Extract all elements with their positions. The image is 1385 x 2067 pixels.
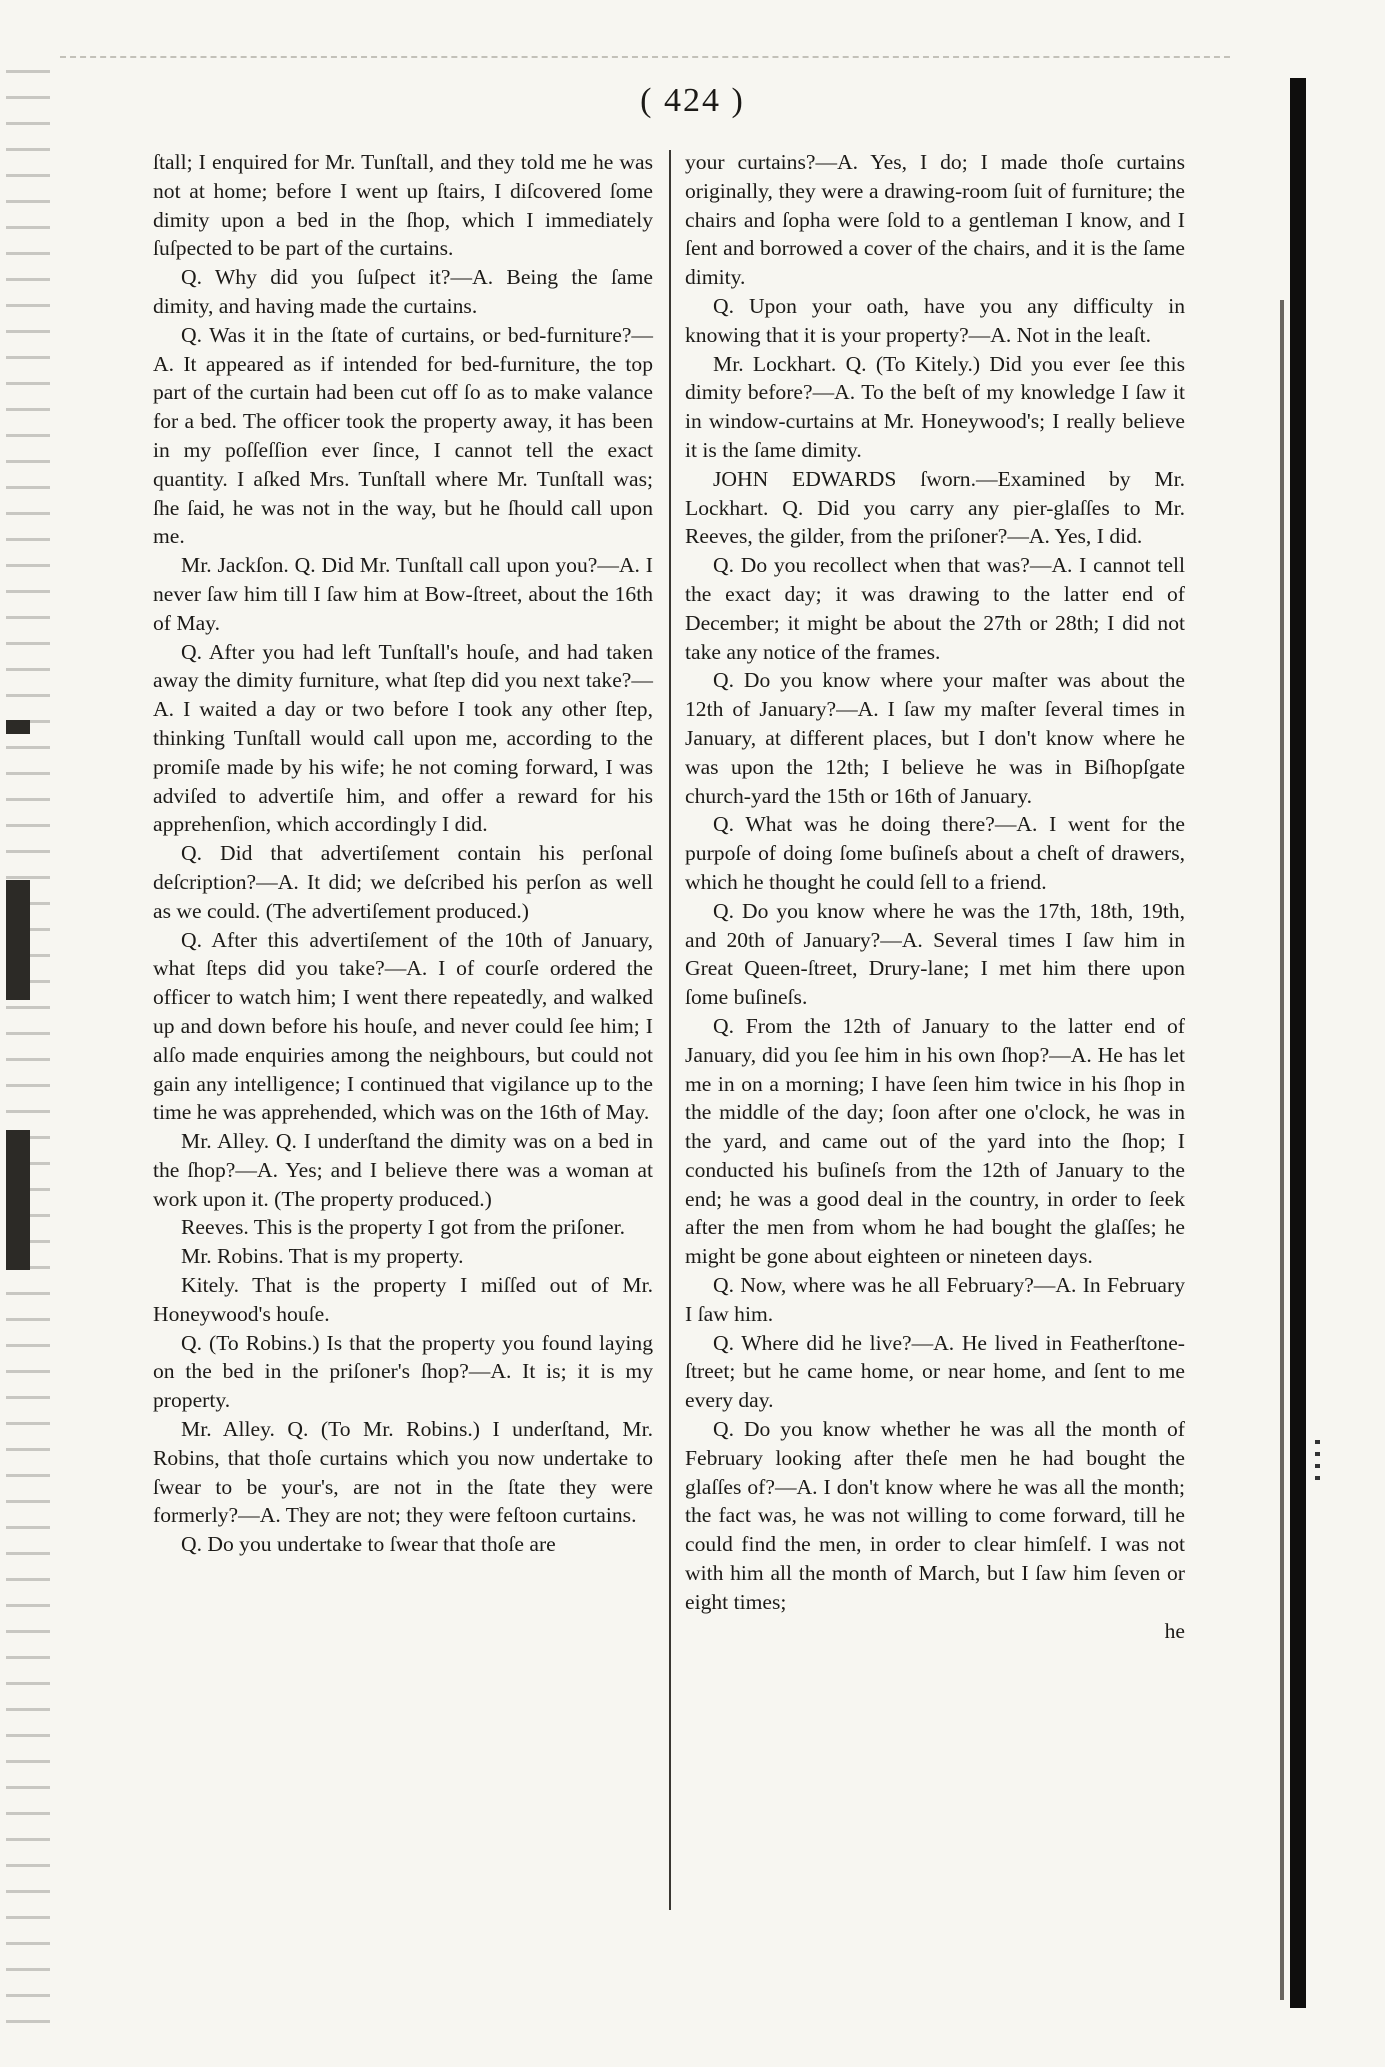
left-paragraph: Mr. Alley. Q. I underſtand the dimity was on a bed in the ſhop?—A. Yes; and I believe there was a woman at work upon it. (The property produced.) (153, 1129, 653, 1211)
left-paragraph: Q. After this advertiſement of the 10th of January, what ſteps did you take?—A. I of courſe ordered the officer to watch him; I went there repeatedly, and walked up and down before his houſe, and never could ſee him; I alſo made enquiries among the neighbours, but could not gain any intelligence; I continued that vigilance up to the time he was apprehended, which was on the 16th of May. (153, 927, 653, 1125)
right-paragraph: Q. From the 12th of January to the latter end of January, did you ſee him in his own ſhop?—A. He has let me in on a morning; I have ſeen him twice in his ſhop in the middle of the day; ſoon after one o'clock, he was in the yard, and came out of the yard into the ſhop; I conducted his buſineſs from the 12th of January to the end; he was a good deal in the country, in order to ſeek after the men from whom he had bought the glaſſes; he might be gone about eighteen or nineteen days. (685, 1013, 1185, 1269)
margin-ink-block (6, 1130, 30, 1270)
catchword: he (1164, 1618, 1185, 1643)
right-paragraph: JOHN EDWARDS ſworn.—Examined by Mr. Lockhart. Q. Did you carry any pier-glaſſes to Mr. Reeves, the gilder, from the priſoner?—A. Yes, I did. (685, 466, 1185, 549)
left-paragraph: Mr. Jackſon. Q. Did Mr. Tunſtall call upon you?—A. I never ſaw him till I ſaw him at Bow-ſtreet, about the 16th of May. (153, 553, 653, 635)
left-paragraph: Q. Why did you ſuſpect it?—A. Being the ſame dimity, and having made the curtains. (153, 265, 653, 318)
right-paragraph: Q. Do you know whether he was all the month of February looking after theſe men he had bought the glaſſes of?—A. I don't know where he was all the month; the fact was, he was not willing to come forward, till he could find the men, in order to clear himſelf. I was not with him all the month of March, but I ſaw him ſeven or eight times; (685, 1417, 1185, 1614)
page-number: ( 424 ) (640, 82, 745, 119)
left-paragraph: Reeves. This is the property I got from the priſoner. (181, 1215, 625, 1240)
right-column (685, 148, 1185, 1645)
right-paragraph: Q. Now, where was he all February?—A. In February I ſaw him. (685, 1273, 1185, 1326)
right-paragraph: Q. Upon your oath, have you any difficulty in knowing that it is your property?—A. Not in the leaſt. (685, 293, 1185, 347)
right-paragraph: Q. Do you know where your maſter was about the 12th of January?—A. I ſaw my maſter ſeveral times in January, at different places, but I don't know where he was upon the 12th; I believe he was in Biſhopſgate church-yard the 15th or 16th of January. (685, 668, 1185, 808)
left-paragraph: Q. Was it in the ſtate of curtains, or bed-furniture?—A. It appeared as if intended for bed-furniture, the top part of the curtain had been cut off ſo as to make valance for a bed. The officer took the property away, it has been in my poſſeſſion ever ſince, I cannot tell the exact quantity. I aſked Mrs. Tunſtall where Mr. Tunſtall was; ſhe ſaid, he was not in the way, but he ſhould call upon me. (153, 322, 653, 549)
page-edge-shadow (1280, 300, 1284, 2000)
left-paragraph: Q. Do you undertake to ſwear that thoſe are (181, 1532, 556, 1557)
left-paragraph: Q. After you had left Tunſtall's houſe, and had taken away the dimity furniture, what ſtep did you next take?—A. I waited a day or two before I took any other ſtep, thinking Tunſtall would call upon me, according to the promiſe made by his wife; he not coming forward, I was adviſed to advertiſe him, and offer a reward for his apprehenſion, which accordingly I did. (153, 639, 653, 837)
page-edge-bar (1290, 78, 1306, 2008)
left-paragraph: ſtall; I enquired for Mr. Tunſtall, and they told me he was not at home; before I went up ſtairs, I diſcovered ſome dimity upon a bed in the ſhop, which I immediately ſuſpected to be part of the curtains. (153, 150, 653, 261)
left-margin-specks (6, 70, 50, 2030)
column-divider (669, 150, 671, 1910)
right-paragraph: Q. What was he doing there?—A. I went for the purpoſe of doing ſome buſineſs about a cheſt of drawers, which he thought he could ſell to a friend. (685, 812, 1185, 894)
right-margin-specks (1315, 1440, 1320, 1480)
margin-ink-block (6, 880, 30, 1000)
top-rule (60, 56, 1230, 58)
left-paragraph: Kitely. That is the property I miſſed out of Mr. Honeywood's houſe. (153, 1273, 653, 1326)
right-paragraph: Q. Do you recollect when that was?—A. I cannot tell the exact day; it was drawing to the latter end of December; it might be about the 27th or 28th; I did not take any notice of the frames. (685, 553, 1185, 664)
right-paragraph: Mr. Lockhart. Q. (To Kitely.) Did you ever ſee this dimity before?—A. To the beſt of my knowledge I ſaw it in window-curtains at Mr. Honeywood's; I really believe it is the ſame dimity. (685, 351, 1185, 462)
left-paragraph: Mr. Alley. Q. (To Mr. Robins.) I underſtand, Mr. Robins, that thoſe curtains which you now undertake to ſwear to be your's, are not in the ſtate they were formerly?—A. They are not; they were feſtoon curtains. (153, 1417, 653, 1528)
left-column (153, 148, 653, 1559)
right-paragraph: your curtains?—A. Yes, I do; I made thoſe curtains originally, they were a drawing-room ſuit of furniture; the chairs and ſopha were ſold to a gentleman I know, and I ſent and borrowed a cover of the chairs, and it is the ſame dimity. (685, 150, 1185, 290)
margin-ink-block (6, 720, 30, 734)
left-paragraph: Q. Did that advertiſement contain his perſonal deſcription?—A. It did; we deſcribed his perſon as well as we could. (The advertiſement produced.) (153, 841, 653, 923)
right-paragraph: Q. Do you know where he was the 17th, 18th, 19th, and 20th of January?—A. Several times I ſaw him in Great Queen-ſtreet, Drury-lane; I met him there upon ſome buſineſs. (685, 898, 1185, 1010)
left-paragraph: Mr. Robins. That is my property. (181, 1244, 464, 1269)
left-paragraph: Q. (To Robins.) Is that the property you found laying on the bed in the priſoner's ſhop?—A. It is; it is my property. (153, 1330, 653, 1413)
right-paragraph: Q. Where did he live?—A. He lived in Featherſtone-ſtreet; but he came home, or near home, and ſent to me every day. (685, 1330, 1185, 1413)
